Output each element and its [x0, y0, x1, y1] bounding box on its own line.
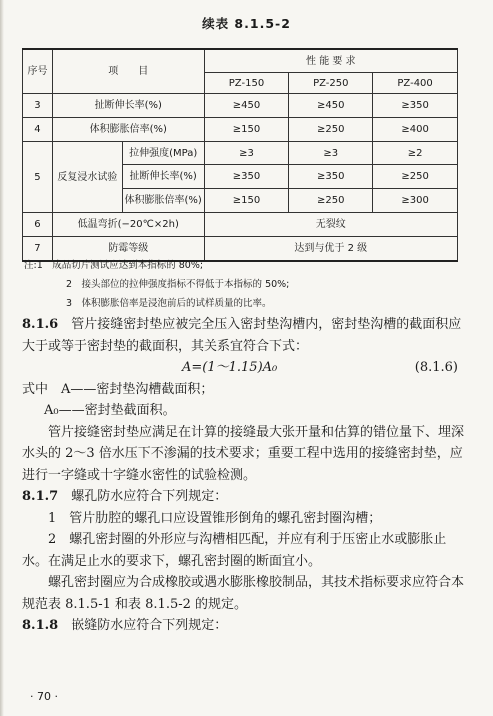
row-value: ≥400: [373, 118, 458, 142]
note-3: 3 体积膨胀倍率是浸泡前后的试样质量的比率。: [66, 298, 272, 309]
list-item: 1 管片肋腔的螺孔口应设置锥形倒角的螺孔密封圈沟槽；: [48, 510, 382, 526]
table-row: [23, 213, 458, 237]
row-subitem: 扯断伸长率(%): [122, 165, 204, 189]
row-seq: 3: [23, 94, 53, 118]
row-value: ≥3: [289, 142, 373, 165]
header-model-2: PZ-250: [289, 73, 373, 94]
paragraph: 管片接缝密封垫应满足在计算的接缝最大张开量和估算的错位量下、埋深水头的 2～3 倍水压下不渗漏的技术要求；重要工程中选用的接缝密封垫，应进行一字缝或十字缝水密性的试验检测。: [22, 424, 465, 483]
equation: A=(1～1.15)A₀: [182, 360, 278, 375]
table-row: [23, 118, 458, 142]
table-notes: [22, 256, 462, 313]
row-value: ≥350: [289, 165, 373, 189]
note-1: 注:1 成品切片测试应达到本指标的 80%;: [24, 260, 204, 271]
row-item: 体积膨胀倍率(%): [52, 118, 204, 142]
clause-8-1-8: [22, 615, 468, 637]
body-text: [22, 314, 468, 637]
row-value: ≥150: [204, 189, 289, 213]
list-item: 2 螺孔密封圈的外形应与沟槽相匹配，并应有利于压密止水或膨胀止水。在满足止水的要求下，螺孔密封圈的断面宜小。: [22, 532, 447, 569]
row-item: 防霉等级: [52, 237, 204, 262]
row-item: 低温弯折(−20℃×2h): [52, 213, 204, 237]
clause-number: 8.1.8: [22, 618, 59, 633]
row-value: ≥450: [204, 94, 289, 118]
row-value: ≥250: [373, 165, 458, 189]
clause-8-1-7: [22, 486, 468, 508]
row-value: ≥3: [204, 142, 289, 165]
row-subitem: 体积膨胀倍率(%): [122, 189, 204, 213]
clause-8-1-6: [22, 314, 468, 357]
row-value: ≥300: [373, 189, 458, 213]
row-value: ≥2: [373, 142, 458, 165]
header-performance: 性 能 要 求: [204, 49, 457, 73]
clause-text: 管片接缝密封垫应被完全压入密封垫沟槽内，密封垫沟槽的截面积应大于或等于密封垫的截面积，其关系宜符合下式：: [22, 317, 462, 354]
scan-edge-shadow: [0, 0, 4, 716]
row-value: ≥250: [289, 118, 373, 142]
row-value: ≥250: [289, 189, 373, 213]
page-number: · 70 ·: [30, 690, 58, 703]
header-model-3: PZ-400: [373, 73, 458, 94]
equation-line: [22, 357, 468, 379]
table-row: [23, 142, 458, 165]
row-value: ≥150: [204, 118, 289, 142]
row-value: 无裂纹: [204, 213, 457, 237]
spec-table: [22, 48, 458, 262]
header-seq: 序号: [23, 49, 53, 94]
definition-1: 式中 A——密封垫沟槽截面积；: [22, 381, 214, 397]
header-item: 项 目: [52, 49, 204, 94]
equation-number: (8.1.6): [414, 360, 458, 375]
table-row: [23, 94, 458, 118]
row-seq: 6: [23, 213, 53, 237]
row-seq: 4: [23, 118, 53, 142]
table-caption: 续表 8.1.5-2: [202, 16, 291, 31]
definition-2: A₀——密封垫截面积。: [44, 403, 176, 418]
clause-text: 螺孔防水应符合下列规定：: [71, 489, 228, 504]
header-model-1: PZ-150: [204, 73, 289, 94]
row-item: 扯断伸长率(%): [52, 94, 204, 118]
row-value: ≥350: [204, 165, 289, 189]
row-seq: 5: [23, 142, 53, 213]
row-value: ≥350: [373, 94, 458, 118]
row-subitem: 拉伸强度(MPa): [122, 142, 204, 165]
row-group: 反复浸水试验: [52, 142, 122, 213]
row-value: 达到与优于 2 级: [204, 237, 457, 262]
clause-text: 嵌缝防水应符合下列规定：: [71, 618, 228, 633]
row-seq: 7: [23, 237, 53, 262]
note-2: 2 接头部位的拉伸强度指标不得低于本指标的 50%;: [66, 279, 290, 290]
paragraph: 螺孔密封圈应为合成橡胶或遇水膨胀橡胶制品，其技术指标要求应符合本规范表 8.1.5-1 和表 8.1.5-2 的规定。: [22, 575, 465, 612]
row-value: ≥450: [289, 94, 373, 118]
clause-number: 8.1.7: [22, 489, 59, 504]
clause-number: 8.1.6: [22, 317, 59, 332]
